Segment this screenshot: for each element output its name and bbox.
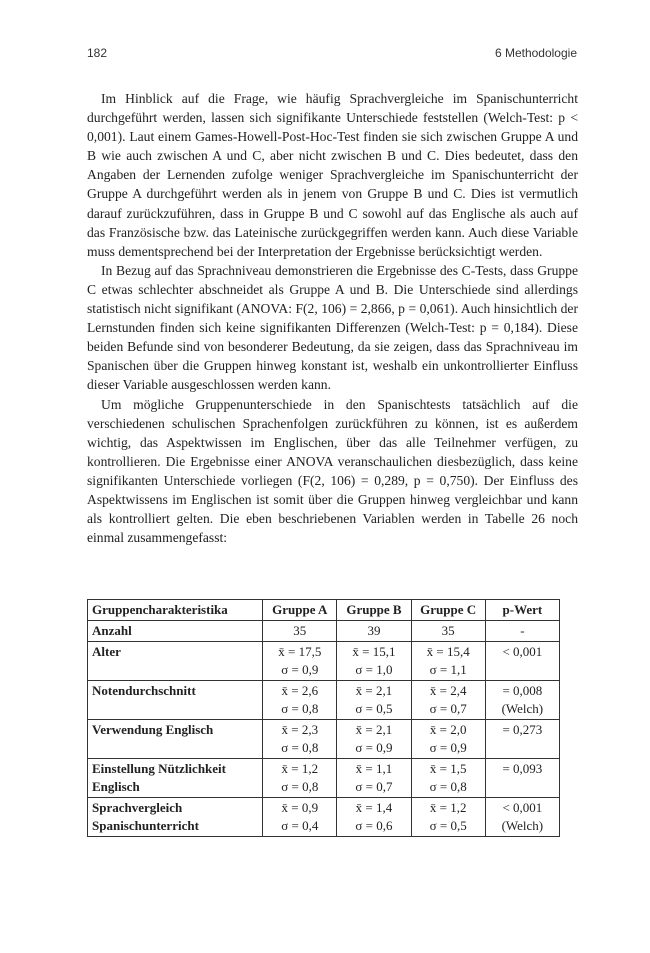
column-header: Gruppe B: [337, 600, 411, 621]
table-row: [88, 642, 560, 681]
group-value-cell: [337, 621, 411, 642]
table-row: [88, 681, 560, 720]
cell-line: σ = 0,5: [355, 701, 393, 716]
cell-line: Alter: [92, 644, 121, 659]
group-value-cell: [411, 621, 485, 642]
cell-line: -: [520, 623, 525, 638]
cell-line: = 0,008: [502, 683, 543, 698]
cell-line: Notendurchschnitt: [92, 683, 196, 698]
cell-line: σ = 0,5: [429, 818, 467, 833]
group-value-cell: [337, 759, 411, 798]
table-row: [88, 759, 560, 798]
cell-line: Einstellung Nützlichkeit: [92, 761, 226, 776]
paragraph: Um mögliche Gruppenunterschiede in den Spanischtests tatsächlich auf die verschiedenen schulischen Sprachenfolgen zurückführen zu können, ist es außerdem wichtig, das Aspektwissen im Englischen, über das alle Teilnehmer verfügen, zu kontrollieren. Die Ergebnisse einer ANOVA veranschaulichen diesbezüglich, dass keine signifikanten Unterschiede vorliegen (F(2, 106) = 0,289, p = 0,750). Der Einfluss des Aspektwissens im Englischen ist somit über die Gruppen hinweg vergleichbar und kann als kontrolliert gelten. Die eben beschriebenen Variablen werden in Tabelle 26 noch einmal zusammengefasst:: [87, 396, 578, 546]
cell-line: x̄ = 1,1: [355, 761, 393, 776]
cell-line: x̄ = 2,6: [281, 683, 319, 698]
table-row: [88, 621, 560, 642]
cell-line: = 0,273: [502, 722, 543, 737]
p-value-cell: [485, 642, 559, 681]
group-value-cell: [411, 798, 485, 837]
table-header-row: [88, 600, 560, 621]
row-label: [88, 720, 263, 759]
cell-line: σ = 1,1: [429, 662, 467, 677]
cell-line: σ = 0,9: [281, 662, 319, 677]
table-body: [88, 621, 560, 837]
cell-line: x̄ = 15,4: [426, 644, 470, 659]
group-value-cell: [263, 681, 337, 720]
cell-line: 35: [441, 623, 455, 638]
row-label: [88, 642, 263, 681]
column-header: Gruppencharakteristika: [88, 600, 263, 621]
p-value-cell: [485, 621, 559, 642]
cell-line: Englisch: [92, 779, 140, 794]
cell-line: σ = 0,8: [281, 779, 319, 794]
table-row: [88, 798, 560, 837]
cell-line: σ = 0,7: [355, 779, 393, 794]
p-value-cell: [485, 759, 559, 798]
cell-line: (Welch): [501, 701, 544, 716]
paragraph: In Bezug auf das Sprachniveau demonstrieren die Ergebnisse des C-Tests, dass Gruppe C etwas schlechter abschneidet als Gruppe A und B. Die Unterschiede sind allerdings statistisch nicht signifikant (ANOVA: F(2, 106) = 2,866, p = 0,061). Auch hinsichtlich der Lernstunden finden sich keine signifikanten Differenzen (Welch-Test: p = 0,184). Diese beiden Befunde sind von besonderer Bedeutung, da sie zeigen, dass das Sprachniveau im Spanischen über die Gruppen hinweg konstant ist, weshalb ein unkontrollierter Einfluss dieser Variable ausgeschlossen werden kann.: [87, 262, 578, 393]
p-value-cell: [485, 681, 559, 720]
row-label: [88, 681, 263, 720]
cell-line: x̄ = 0,9: [281, 800, 319, 815]
cell-line: x̄ = 2,4: [429, 683, 467, 698]
row-label: [88, 621, 263, 642]
cell-line: x̄ = 2,3: [281, 722, 319, 737]
cell-line: < 0,001: [502, 644, 543, 659]
group-value-cell: [263, 642, 337, 681]
column-header: p-Wert: [485, 600, 559, 621]
cell-line: (Welch): [501, 818, 544, 833]
cell-line: x̄ = 2,0: [429, 722, 467, 737]
cell-line: x̄ = 1,5: [429, 761, 467, 776]
paragraph: Im Hinblick auf die Frage, wie häufig Sprachvergleiche im Spanischunterricht durchgeführt werden, lassen sich signifikante Unterschiede feststellen (Welch-Test: p < 0,001). Laut einem Games-Howell-Post-Hoc-Test finden sie sich zwischen Gruppe A und B wie auch zwischen A und C, aber nicht zwischen B und C. Dies bedeutet, dass den Angaben der Lernenden zufolge weniger Sprachvergleiche im Spanischunterricht der Gruppe A durchgeführt werden als in jenem von Gruppe B und C. Dies ist vermutlich darauf zurückzuführen, dass in Gruppe B und C sowohl auf das Englische als auch auf das Französische bzw. das Lateinische zurückgegriffen werden kann. Auch diese Variable muss dementsprechend bei der Interpretation der Ergebnisse berücksichtigt werden.: [87, 91, 578, 259]
cell-line: x̄ = 1,4: [355, 800, 393, 815]
cell-line: = 0,093: [502, 761, 543, 776]
cell-line: < 0,001: [502, 800, 543, 815]
group-value-cell: [337, 720, 411, 759]
table-row: [88, 720, 560, 759]
cell-line: σ = 0,9: [355, 740, 393, 755]
cell-line: x̄ = 15,1: [352, 644, 396, 659]
group-value-cell: [411, 642, 485, 681]
cell-line: x̄ = 1,2: [281, 761, 319, 776]
group-value-cell: [411, 681, 485, 720]
cell-line: Sprachvergleich: [92, 800, 183, 815]
cell-line: σ = 0,8: [281, 701, 319, 716]
cell-line: 35: [293, 623, 307, 638]
p-value-cell: [485, 798, 559, 837]
cell-line: σ = 0,4: [281, 818, 319, 833]
cell-line: σ = 0,8: [281, 740, 319, 755]
cell-line: Spanischunterricht: [92, 818, 199, 833]
p-value-cell: [485, 720, 559, 759]
chapter-title: 6 Methodologie: [494, 46, 577, 60]
column-header: Gruppe C: [411, 600, 485, 621]
group-value-cell: [263, 798, 337, 837]
group-value-cell: [337, 642, 411, 681]
group-value-cell: [337, 681, 411, 720]
running-header: [87, 46, 577, 66]
group-value-cell: [263, 720, 337, 759]
cell-line: σ = 1,0: [355, 662, 393, 677]
group-characteristics-table: [87, 599, 560, 837]
group-value-cell: [337, 798, 411, 837]
page-number: 182: [87, 46, 108, 60]
group-value-cell: [411, 759, 485, 798]
group-value-cell: [263, 759, 337, 798]
cell-line: σ = 0,6: [355, 818, 393, 833]
group-value-cell: [411, 720, 485, 759]
cell-line: x̄ = 2,1: [355, 683, 393, 698]
cell-line: σ = 0,7: [429, 701, 467, 716]
cell-line: Verwendung Englisch: [92, 722, 214, 737]
cell-line: x̄ = 2,1: [355, 722, 393, 737]
cell-line: 39: [367, 623, 381, 638]
body-text: [87, 89, 578, 547]
cell-line: Anzahl: [92, 623, 132, 638]
cell-line: σ = 0,8: [429, 779, 467, 794]
cell-line: x̄ = 1,2: [429, 800, 467, 815]
cell-line: σ = 0,9: [429, 740, 467, 755]
cell-line: x̄ = 17,5: [278, 644, 322, 659]
row-label: [88, 759, 263, 798]
row-label: [88, 798, 263, 837]
group-value-cell: [263, 621, 337, 642]
column-header: Gruppe A: [263, 600, 337, 621]
